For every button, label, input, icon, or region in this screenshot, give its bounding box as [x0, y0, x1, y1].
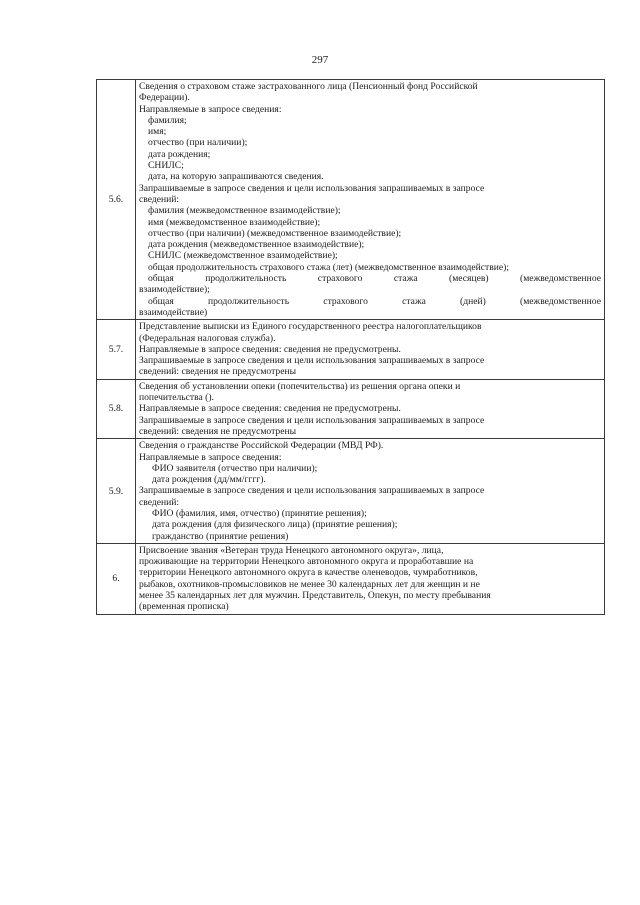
- content-line: имя;: [148, 126, 167, 138]
- table-row: [97, 379, 605, 438]
- row-content: [136, 543, 605, 614]
- row-content: [136, 320, 605, 379]
- row-number: 5.9.: [97, 439, 136, 544]
- content-line: Запрашиваемые в запросе сведения и цели использования запрашиваемых в запросе: [139, 485, 485, 497]
- table-row: [97, 543, 605, 614]
- content-line: гражданство (принятие решения): [152, 530, 289, 542]
- content-line: Сведения о гражданстве Российской Федерации (МВД РФ).: [139, 440, 384, 452]
- content-line: дата рождения;: [148, 148, 211, 160]
- content-line: сведений: сведения не предусмотрены: [139, 366, 297, 378]
- content-line: общая продолжительность страхового стажа (месяцев) (межведомственное: [148, 273, 601, 285]
- content-line: СНИЛС (межведомственное взаимодействие);: [148, 250, 338, 262]
- content-line: дата рождения (для физического лица) (принятие решения);: [152, 519, 398, 531]
- content-line: сведений: сведения не предусмотрены: [139, 425, 297, 437]
- content-line: сведений:: [139, 496, 180, 508]
- content-line: СНИЛС;: [148, 160, 184, 172]
- row-number: 5.8.: [97, 379, 136, 438]
- content-line: имя (межведомственное взаимодействие);: [148, 216, 321, 228]
- content-line: Сведения об установлении опеки (попечительства) из решения органа опеки и: [139, 380, 461, 392]
- content-line: Присвоение звания «Ветеран труда Ненецкого автономного округа», лица,: [139, 544, 444, 556]
- content-line: Запрашиваемые в запросе сведения и цели использования запрашиваемых в запросе: [139, 355, 485, 367]
- content-line: территории Ненецкого автономного округа в качестве оленеводов, чумработников,: [139, 567, 478, 579]
- content-line: Запрашиваемые в запросе сведения и цели использования запрашиваемых в запросе: [139, 182, 485, 194]
- content-line: общая продолжительность страхового стажа (дней) (межведомственное: [148, 295, 601, 307]
- content-line: Направляемые в запросе сведения:: [139, 451, 282, 463]
- content-line: Направляемые в запросе сведения: сведения не предусмотрены.: [139, 343, 401, 355]
- content-line: менее 35 календарных лет для мужчин. Представитель, Опекун, по месту пребывания: [139, 590, 491, 602]
- content-line: Запрашиваемые в запросе сведения и цели использования запрашиваемых в запросе: [139, 414, 485, 426]
- content-line: взаимодействие);: [139, 284, 210, 296]
- content-line: Представление выписки из Единого государственного реестра налогоплательщиков: [139, 321, 482, 333]
- table-row: [97, 320, 605, 379]
- row-content: [136, 439, 605, 544]
- content-line: (Федеральная налоговая служба).: [139, 332, 276, 344]
- content-line: фамилия (межведомственное взаимодействие);: [148, 205, 341, 217]
- content-line: ФИО (фамилия, имя, отчество) (принятие решения);: [152, 507, 367, 519]
- table-row: [97, 439, 605, 544]
- content-line: Сведения о страховом стаже застрахованного лица (Пенсионный фонд Российской: [139, 81, 478, 92]
- table-row: [97, 80, 605, 320]
- content-line: отчество (при наличии);: [148, 137, 248, 149]
- content-line: Федерации).: [139, 92, 190, 104]
- content-line: отчество (при наличии) (межведомственное взаимодействие);: [148, 227, 402, 239]
- row-number: 5.7.: [97, 320, 136, 379]
- row-number: 5.6.: [97, 80, 136, 320]
- content-line: дата, на которую запрашиваются сведения.: [148, 171, 324, 183]
- content-line: Направляемые в запросе сведения: сведения не предусмотрены.: [139, 403, 401, 415]
- services-table: [96, 79, 605, 615]
- content-line: взаимодействие): [139, 306, 208, 318]
- content-line: (временная прописка): [139, 601, 229, 613]
- row-content: [136, 379, 605, 438]
- content-line: ФИО заявителя (отчество при наличии);: [152, 462, 318, 474]
- page-number: 297: [311, 54, 329, 66]
- content-line: общая продолжительность страхового стажа (лет) (межведомственное взаимодействие);: [148, 261, 509, 273]
- content-line: рыбаков, охотников-промысловиков не менее 30 календарных лет для женщин и не: [139, 578, 480, 590]
- table-body: [97, 80, 605, 615]
- content-line: дата рождения (дд/мм/гггг).: [152, 474, 266, 486]
- row-content: [136, 80, 605, 320]
- content-line: сведений:: [139, 193, 180, 205]
- content-line: попечительства ().: [139, 392, 214, 404]
- content-line: проживающие на территории Ненецкого автономного округа и проработавшие на: [139, 556, 474, 568]
- content-line: фамилия;: [148, 114, 187, 126]
- content-line: Направляемые в запросе сведения:: [139, 103, 282, 115]
- row-number: 6.: [97, 543, 136, 614]
- content-line: дата рождения (межведомственное взаимодействие);: [148, 239, 365, 251]
